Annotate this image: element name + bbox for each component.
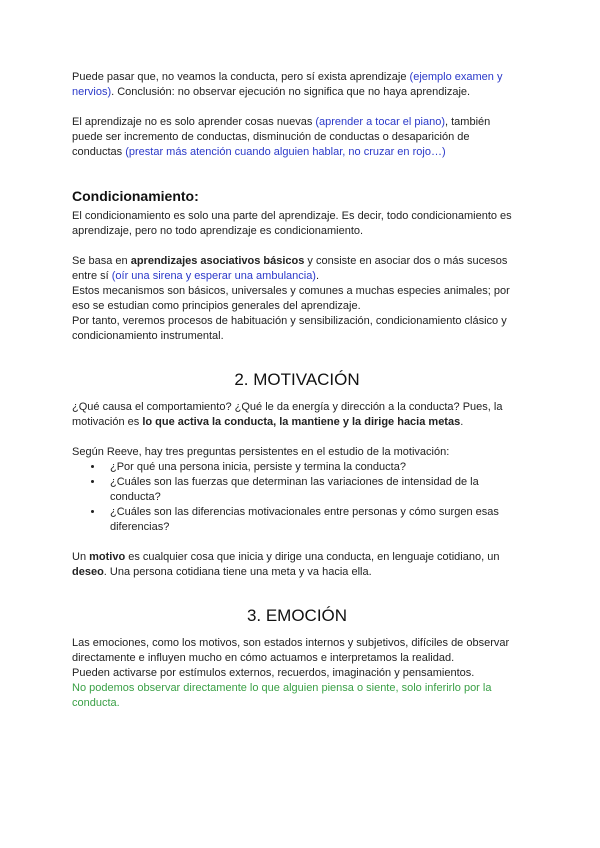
heading-condicionamiento: Condicionamiento:	[72, 188, 199, 204]
list-item: • ¿Por qué una persona inicia, persiste y termina la conducta?	[104, 460, 522, 475]
document-content	[72, 70, 522, 711]
paragraph-motivacion-def: ¿Qué causa el comportamiento? ¿Qué le da energía y dirección a la conducta? Pues, la motivación es lo que activa la conducta, la mantiene y la dirige hacia metas.	[72, 401, 503, 428]
list-item: • ¿Cuáles son las diferencias motivacionales entre personas y cómo surgen esas diferencias?	[104, 505, 522, 535]
paragraph-aprendizaje-tipos: El aprendizaje no es solo aprender cosas nuevas (aprender a tocar el piano), también puede ser incremento de conductas, disminución de conductas o desaparición de conductas (prestar más atención cuando alguien hablar, no cruzar en rojo…)	[72, 116, 491, 158]
example-text: (prestar más atención cuando alguien hablar, no cruzar en rojo…)	[125, 146, 446, 158]
heading-motivacion: 2. MOTIVACIÓN	[234, 370, 360, 389]
paragraph-motivo: Un motivo es cualquier cosa que inicia y dirige una conducta, en lenguaje cotidiano, un deseo. Una persona cotidiana tiene una meta y va hacia ella.	[72, 551, 500, 578]
reeve-questions-list	[72, 460, 522, 535]
paragraph-emocion-nota: No podemos observar directamente lo que alguien piensa o siente, solo inferirlo por la conducta.	[72, 682, 492, 709]
example-text: (oír una sirena y esperar una ambulancia)	[111, 270, 316, 282]
paragraph-condicionamiento-def: El condicionamiento es solo una parte del aprendizaje. Es decir, todo condicionamiento es aprendizaje, pero no todo aprendizaje es condicionamiento.	[72, 210, 512, 237]
paragraph-emocion-activacion: Pueden activarse por estímulos externos, recuerdos, imaginación y pensamientos.	[72, 667, 475, 679]
heading-emocion: 3. EMOCIÓN	[246, 606, 348, 625]
paragraph-condicionamiento-mecanismos: Estos mecanismos son básicos, universales y comunes a muchas especies animales; por eso se estudian como principios generales del aprendizaje.	[72, 285, 510, 312]
paragraph-emocion-def: Las emociones, como los motivos, son estados internos y subjetivos, difíciles de observar directamente e influyen mucho en cómo actuamos e interpretamos la realidad.	[72, 637, 510, 664]
list-item: • ¿Cuáles son las fuerzas que determinan las variaciones de intensidad de la conducta?	[104, 475, 522, 505]
example-text: (aprender a tocar el piano)	[315, 116, 446, 128]
paragraph-reeve: Según Reeve, hay tres preguntas persistentes en el estudio de la motivación:	[72, 446, 450, 458]
paragraph-condicionamiento-procesos: Por tanto, veremos procesos de habituación y sensibilización, condicionamiento clásico y condicionamiento instrumental.	[72, 315, 507, 342]
paragraph-condicionamiento-base: Se basa en aprendizajes asociativos básicos y consiste en asociar dos o más sucesos entre sí (oír una sirena y esperar una ambulancia).	[72, 255, 508, 282]
paragraph-aprendizaje-latente: Puede pasar que, no veamos la conducta, pero sí exista aprendizaje (ejemplo examen y nervios). Conclusión: no observar ejecución no significa que no haya aprendizaje.	[72, 71, 503, 98]
example-text: (ejemplo examen y nervios)	[72, 71, 503, 98]
